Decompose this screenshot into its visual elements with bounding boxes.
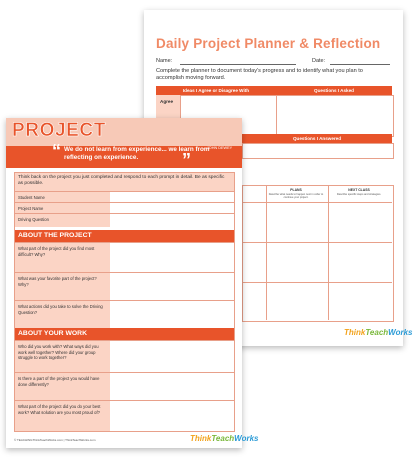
worksheet-intro: Think back on the project you just completed and respond to each prompt in detail. Be as specific as possible.: [14, 173, 234, 191]
prompt-best-work: What part of the project did you do your best work? What solution are you most proud of?: [18, 404, 101, 415]
driving-question-field[interactable]: [110, 214, 234, 227]
name-line: [180, 64, 296, 65]
thinktankworks-logo: ThinkTeachWorks: [190, 434, 259, 443]
plans-description: Describe what needs to happen next in order to continue your project.: [268, 193, 324, 200]
next-class-header: NEXT CLASS: [348, 188, 370, 192]
planner-instructions: Complete the planner to document today's progress and to identify what you plan to accomplish moving forward.: [156, 68, 363, 81]
next-class-description: Describe specific steps and strategies.: [336, 193, 382, 196]
thinktankworks-logo: ThinkTeachWorks: [344, 328, 413, 337]
prompt-row: [14, 340, 234, 373]
prompt-row: [14, 400, 234, 431]
agree-label: Agree: [160, 99, 174, 104]
name-label: Name:: [156, 58, 173, 64]
answer-best-work[interactable]: [110, 401, 234, 431]
dewey-quote: We do not learn from experience... we learn from reflecting on experience.: [64, 146, 210, 161]
prompt-row: [14, 300, 234, 329]
planner-title: Daily Project Planner & Reflection: [156, 36, 381, 51]
questions-answered-header: Questions I Answered: [242, 134, 392, 143]
questions-asked-cell: [276, 95, 394, 137]
plans-header: PLANS: [290, 188, 302, 192]
quote-author: — JOHN DEWEY: [202, 146, 233, 150]
open-quote-icon: “: [52, 141, 61, 161]
answer-differently[interactable]: [110, 373, 234, 401]
prompt-differently: Is there a part of the project you would have done differently?: [18, 376, 100, 387]
driving-question-label: Driving Question: [18, 217, 49, 222]
answer-favorite[interactable]: [110, 273, 234, 301]
prompt-teamwork: Who did you work with? What ways did you work well together? Where did your group struggle to work together?: [18, 344, 99, 361]
answer-teamwork[interactable]: [110, 341, 234, 373]
prompt-actions: What actions did you take to solve the Driving Question?: [18, 304, 103, 315]
prompt-row: [14, 272, 234, 301]
questions-asked-header: Questions I Asked: [276, 86, 392, 95]
close-quote-icon: ”: [182, 150, 191, 170]
worksheet-title: PROJECT: [12, 120, 106, 141]
questions-answered-cell: [242, 143, 394, 159]
project-name-label: Project Name: [18, 206, 44, 211]
project-reflection-worksheet: [6, 118, 259, 448]
driving-question-row: [14, 213, 234, 227]
about-project-header: ABOUT THE PROJECT: [14, 230, 234, 242]
prompt-difficult: What part of the project did you find most difficult? Why?: [18, 246, 95, 257]
about-work-header: ABOUT YOUR WORK: [14, 328, 234, 340]
prompt-row: [14, 372, 234, 401]
student-name-label: Student Name: [18, 195, 45, 200]
worksheet-footer: © TEACHINGThinkTeachWorks.com | ThinkTeachWorks.com: [14, 438, 96, 442]
date-label: Date:: [312, 58, 326, 64]
ideas-column-header: Ideas I Agree or Disagree With: [156, 86, 276, 95]
prompt-favorite: What was your favorite part of the project? Why?: [18, 276, 97, 287]
date-line: [330, 64, 390, 65]
answer-difficult[interactable]: [110, 243, 234, 273]
answer-actions[interactable]: [110, 301, 234, 329]
prompt-row: [14, 242, 234, 273]
plans-table: [242, 185, 394, 322]
